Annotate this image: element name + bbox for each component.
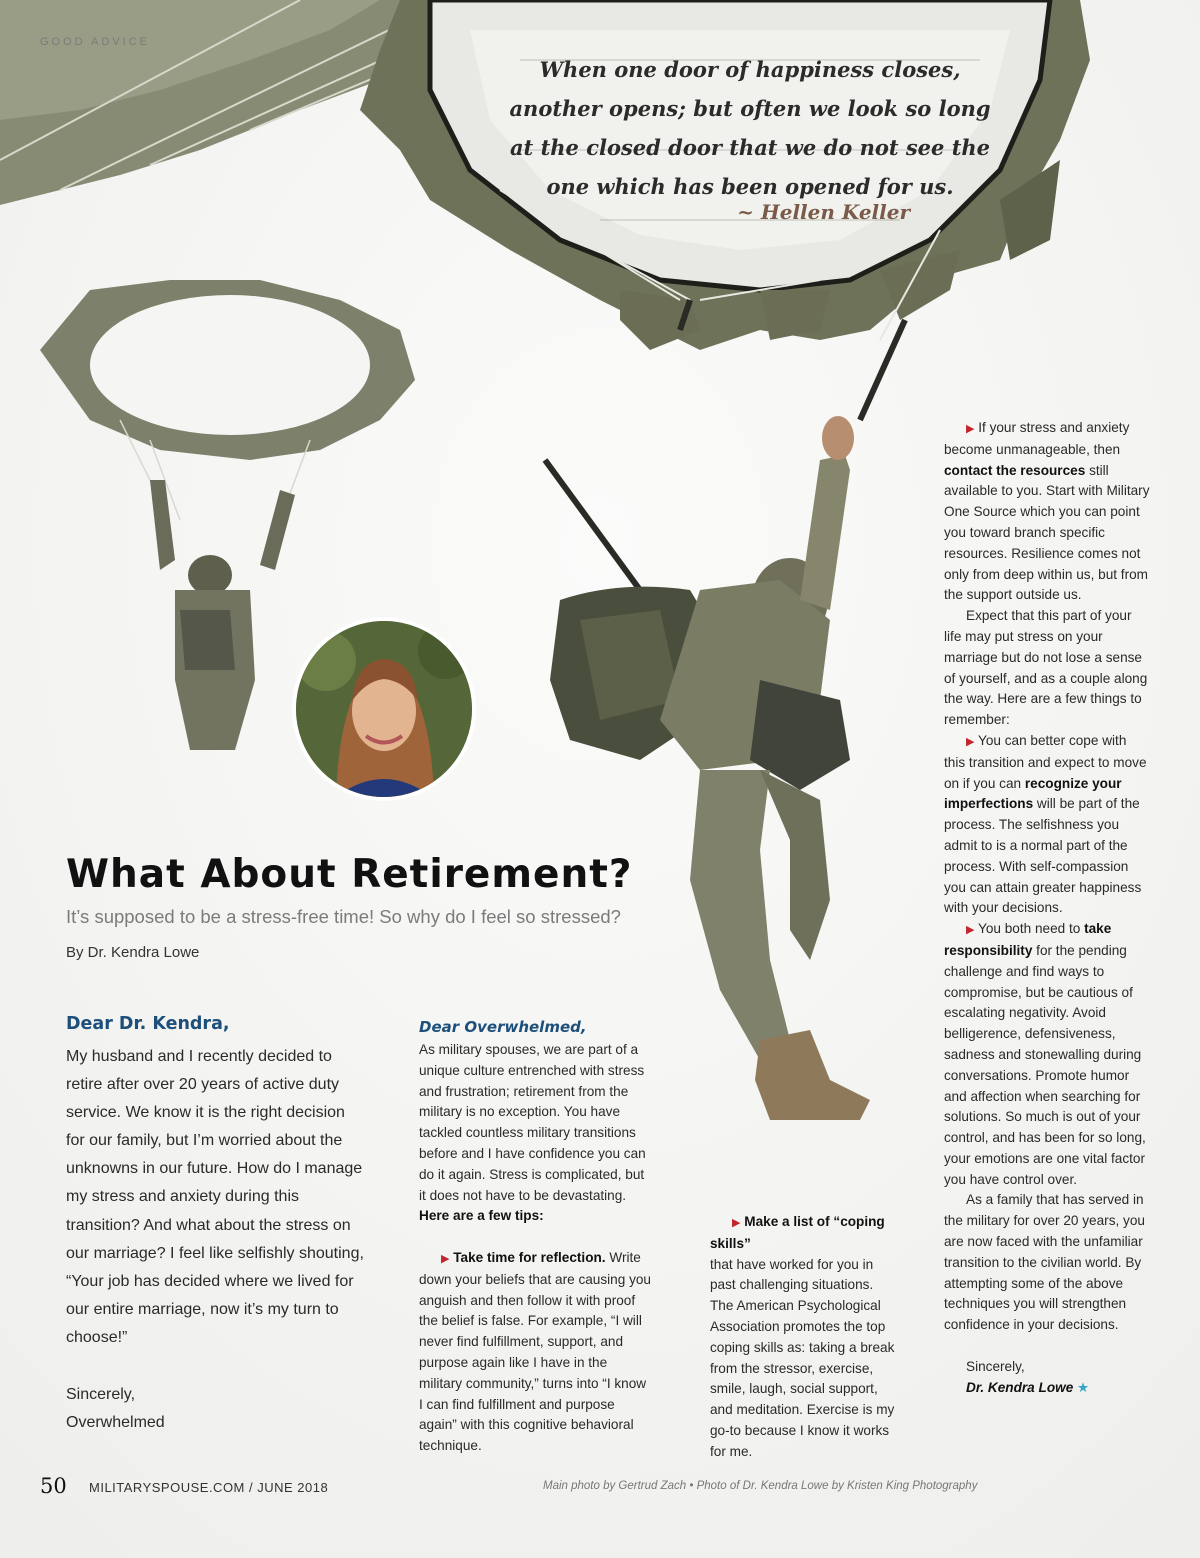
tip-resources	[944, 418, 1150, 606]
byline: By Dr. Kendra Lowe	[66, 944, 200, 961]
reply-closing: Sincerely,	[966, 1358, 1025, 1374]
reply-signature: Dr. Kendra Lowe	[966, 1379, 1074, 1395]
tip-reflection	[419, 1248, 651, 1457]
quote-author: ~ Hellen Keller	[737, 200, 910, 224]
article-subtitle: It’s supposed to be a stress-free time! So why do I feel so stressed?	[66, 906, 621, 927]
tip-coping-title-line	[710, 1212, 900, 1255]
letter-body	[66, 1043, 366, 1352]
letter-signoff	[66, 1381, 165, 1437]
triangle-right-icon: ▶	[441, 1252, 450, 1265]
tip-resources-bold: contact the resources	[944, 462, 1086, 478]
letter-text: My husband and I recently decided to retire after over 20 years of active duty service. We know it is the right decision for our family, but I’m worried about the unknowns in our future. How do I manage my stress and anxiety during this transition? And what about the stress on our marriage? I feel like selfishly shouting, “Your job has decided where we lived for our entire marriage, now it’s my turn to choose!”	[66, 1048, 364, 1346]
quote-line: one which has been opened for us.	[546, 174, 954, 199]
tip-responsibility-pre: You both need to	[978, 921, 1081, 937]
triangle-right-icon: ▶	[966, 735, 975, 748]
triangle-right-icon: ▶	[732, 1217, 741, 1229]
quote-line: at the closed door that we do not see the	[509, 135, 991, 160]
pull-quote	[470, 50, 1030, 206]
footer-site-issue: MILITARYSPOUSE.COM / JUNE 2018	[89, 1480, 329, 1495]
reply-signature-line	[944, 1378, 1150, 1399]
page-number: 50	[40, 1474, 67, 1498]
tip-responsibility	[944, 919, 1150, 1190]
quote-line: When one door of happiness closes,	[539, 57, 961, 82]
tip-imperfections-text: will be part of the process. The selfishness you admit to is a normal part of the process. With self-compassion you can attain greater happiness with your decisions.	[944, 796, 1142, 916]
letter-salutation: Dear Dr. Kendra,	[66, 1014, 230, 1034]
author-portrait	[292, 617, 476, 801]
tip-responsibility-text: for the pending challenge and find ways to compromise, but be cautious of escalating negativity. Avoid belligerence, defensiveness, sadness and stonewalling during conversations. Promote humor and affection when searching for solutions. So much is out of your control, and has been for so long, your emotions are one vital factor you have control over.	[944, 942, 1146, 1187]
section-label: GOOD ADVICE	[40, 36, 151, 48]
reply-salutation: Dear Overwhelmed,	[419, 1018, 587, 1036]
tip-coping-title: Make a list of “coping skills”	[710, 1214, 885, 1251]
letter-closing: Sincerely,	[66, 1386, 136, 1403]
letter-signature: Overwhelmed	[66, 1414, 165, 1431]
triangle-right-icon: ▶	[966, 423, 975, 435]
tip-coping-text: that have worked for you in past challenging situations. The American Psychological Association promotes the top coping skills as: taking a break from the stressor, exercise, smile, laugh, social support, and meditation. Exercise is my go-to because I know it works for me.	[710, 1256, 895, 1459]
reply-paragraph-family: As a family that has served in the military for over 20 years, you are now faced with the unfamiliar transition to the civilian world. By attempting some of the above techniques you will strengthen confidence in your decisions.	[944, 1192, 1145, 1333]
reply-column-2	[710, 1212, 900, 1463]
quote-line: another opens; but often we look so long	[509, 96, 991, 121]
tip-reflection-text: Write down your beliefs that are causing you anguish and then follow it with proof the belief is false. For example, “I will never find fulfillment, support, and purpose again like I have in the military community,” turns into “I know I can find fulfillment and purpose again” with this cognitive behavioral technique.	[419, 1249, 651, 1454]
tip-resources-pre: If your stress and anxiety become unmanageable, then	[944, 420, 1130, 457]
tip-resources-text: still available to you. Start with Military One Source which you can point you toward branch specific resources. Resilience comes not only from deep within us, but from the support outside us.	[944, 462, 1150, 603]
tip-imperfections-pre: You can better cope with this transition and expect to move on if you can	[944, 732, 1147, 791]
article-title: What About Retirement?	[66, 852, 633, 897]
star-icon: ★	[1077, 1379, 1090, 1395]
reply-intro	[419, 1040, 651, 1227]
reply-intro-text: As military spouses, we are part of a unique culture entrenched with stress and frustration; retirement from the military is no exception. You have tackled countless military transitions before and I have confidence you can do it again. Stress is complicated, but it does not have to be devastating.	[419, 1042, 646, 1203]
reply-intro-bold: Here are a few tips:	[419, 1208, 544, 1224]
reply-column-3	[944, 418, 1150, 1398]
tip-reflection-title: Take time for reflection.	[453, 1249, 606, 1265]
tip-imperfections	[944, 731, 1150, 919]
reply-paragraph-marriage: Expect that this part of your life may put stress on your marriage but do not lose a sense of yourself, and as a couple along the way. Here are a few things to remember:	[944, 608, 1148, 728]
triangle-right-icon: ▶	[966, 924, 975, 937]
tip-responsibility-bold: take responsibility	[944, 921, 1112, 958]
tip-imperfections-bold: recognize your imperfections	[944, 775, 1122, 812]
photo-credits: Main photo by Gertrud Zach • Photo of Dr. Kendra Lowe by Kristen King Photography	[543, 1480, 978, 1492]
reply-column-1	[419, 1040, 651, 1457]
